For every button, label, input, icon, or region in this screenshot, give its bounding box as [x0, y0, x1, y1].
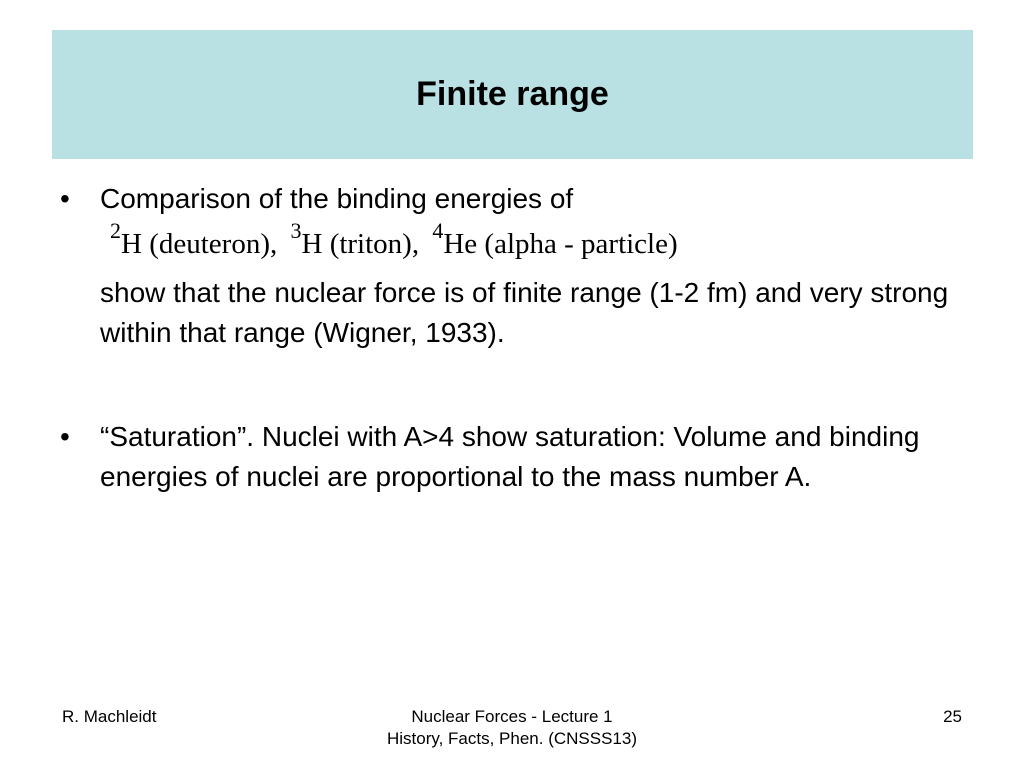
footer-lecture-subtitle: History, Facts, Phen. (CNSSS13) — [386, 729, 638, 748]
bullet-conclusion-text: show that the nuclear force is of finite range (1-2 fm) and very strong within that range (Wigner, 1933). — [100, 277, 949, 348]
slide-title: Finite range — [416, 75, 609, 113]
element-symbol: H — [301, 228, 323, 260]
bullet-intro-text: Comparison of the binding energies of — [100, 183, 574, 214]
bullet-marker: • — [60, 421, 70, 452]
title-bar — [52, 30, 973, 159]
nucleus-name: (triton), — [329, 228, 420, 260]
nuclei-formula — [110, 218, 960, 267]
bullet-item-binding-energies — [60, 179, 960, 353]
bullet-marker: • — [60, 183, 70, 214]
footer-lecture-title: Nuclear Forces - Lecture 1 — [411, 707, 613, 726]
deuteron-term — [110, 218, 278, 260]
mass-number: 2 — [110, 218, 121, 244]
bullet-saturation-text: “Saturation”. Nuclei with A>4 show saturation: Volume and binding energies of nuclei are proportional to the mass number A. — [100, 421, 920, 492]
element-symbol: H — [121, 228, 142, 260]
nucleus-name: (deuteron), — [149, 228, 278, 260]
footer-lecture-info — [300, 706, 724, 750]
bullet-body — [100, 179, 960, 353]
footer-author: R. Machleidt — [62, 707, 157, 726]
alpha-particle-term — [432, 218, 678, 260]
nucleus-name: (alpha - particle) — [484, 228, 678, 260]
bullet-item-saturation — [60, 417, 960, 497]
element-symbol: He — [443, 228, 478, 260]
mass-number: 3 — [290, 218, 302, 244]
mass-number: 4 — [432, 218, 444, 244]
triton-term — [290, 218, 420, 260]
page-number: 25 — [943, 707, 962, 726]
